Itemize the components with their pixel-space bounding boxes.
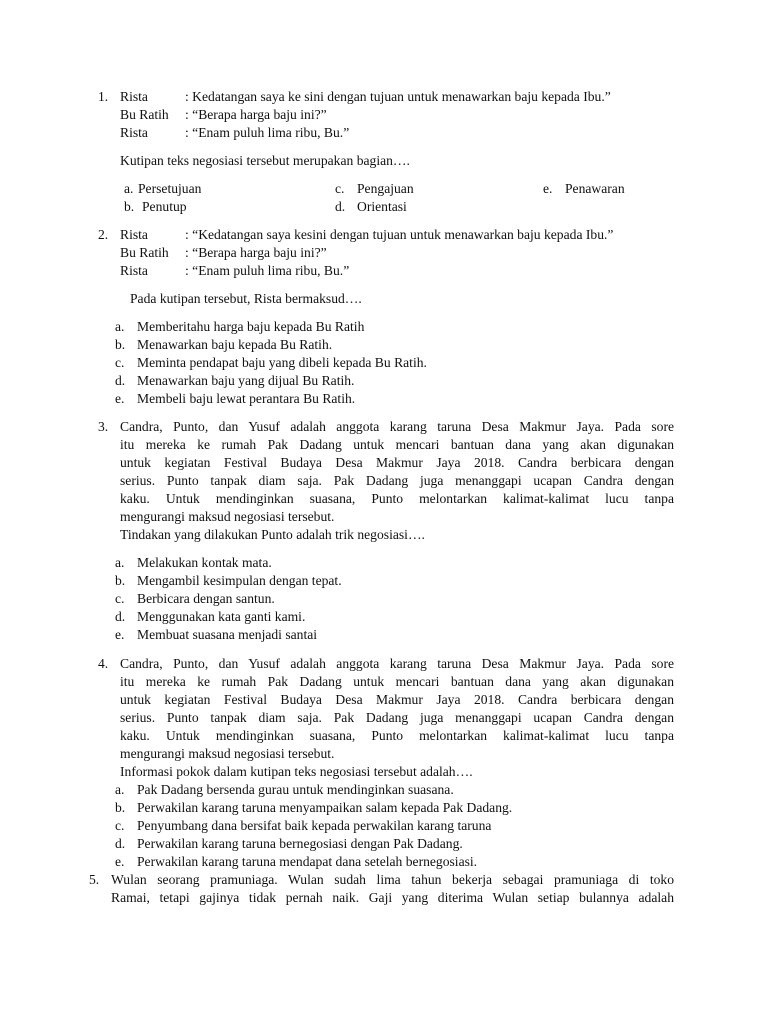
dialog-speaker: Rista [120,227,148,242]
passage [111,871,674,907]
passage-line: kaku. Untuk mendinginkan suasana, Punto melontarkan kalimat-kalimat lucu tanpa [120,491,674,506]
question-text: Informasi pokok dalam kutipan teks negosiasi tersebut adalah…. [120,764,473,779]
dialog-speaker: Rista [120,263,148,278]
dialog-line [120,244,327,262]
dialog-text: : Kedatangan saya ke sini dengan tujuan untuk menawarkan baju kepada Ibu.” [185,89,611,104]
dialog-line [120,124,350,142]
passage-line: mengurangi maksud negosiasi tersebut. [120,509,335,524]
dialog-text: : “Berapa harga baju ini?” [185,107,327,122]
document-page: 1. Rista : Kedatangan saya ke sini dengan tujuan untuk menawarkan baju kepada Ibu.” Bu Ratih : “Berapa harga baju ini?” Rista : “Enam puluh lima ribu, Bu.” Kutipan teks negosiasi tersebut merupakan bagian…. a. Persetujuan c. Pengajuan e. Penawaran b. Penutup d. Orientasi 2. Rista : “Kedatangan saya kesini dengan tujuan untuk menawarkan baju kepada Ibu.” Bu Ratih : “Berapa harga baju ini?” Rista : “Enam puluh lima ribu, Bu.” Pada kutipan tersebut, Rista bermaksud…. a. Memberitahu harga baju kepada Bu Ratih b. Menawarkan baju kepada Bu Ratih. c. Meminta pendapat baju yang dibeli kepada Bu Ratih. d. Menawarkan baju yang dijual Bu Ratih. e. Membeli baju lewat perantara Bu Ratih. 3. Candra, Punto, dan Yusuf adalah anggota karang taruna Desa Makmur Jaya. Pada sore itu mereka ke rumah Pak Dadang untuk mencari bantuan dana yang akan digunakan untuk kegiatan Festival Budaya Desa Makmur Jaya 2018. Candra berbicara dengan serius. Punto tanpak diam saja. Pak Dadang juga menanggapi ucapan Candra dengan kaku. Untuk mendinginkan suasana, Punto melontarkan kalimat-kalimat lucu tanpa mengurangi maksud negosiasi tersebut. Tindakan yang dilakukan Punto adalah trik negosiasi…. a. Melakukan kontak mata. b. Mengambil kesimpulan dengan tepat. c. Berbicara dengan santun. d. Menggunakan kata ganti kami. e. Membuat suasana menjadi santai 4. Candra, Punto, dan Yusuf adalah anggota karang taruna Desa Makmur Jaya. Pada sore itu mereka ke rumah Pak Dadang untuk mencari bantuan dana yang akan digunakan untuk kegiatan Festival Budaya Desa Makmur Jaya 2018. Candra berbicara dengan serius. Punto tanpak diam saja. Pak Dadang juga menanggapi ucapan Candra dengan kaku. Untuk mendinginkan suasana, Punto melontarkan kalimat-kalimat lucu tanpa mengurangi maksud negosiasi tersebut. Informasi pokok dalam kutipan teks negosiasi tersebut adalah…. a. Pak Dadang bersenda gurau untuk mendinginkan suasana. b. Perwakilan karang taruna menyampaikan salam kepada Pak Dadang. c. Penyumbang dana bersifat baik kepada perwakilan karang taruna d. Perwakilan karang taruna bernegosiasi dengan Pak Dadang. e. Perwakilan karang taruna mendapat dana setelah bernegosiasi. 5. Wulan seorang pramuniaga. Wulan sudah lima tahun bekerja sebagai pramuniaga di toko Ramai, tetapi gajinya tidak pernah naik. Gaji yang diterima Wulan setiap bulannya adalah [89,89,674,905]
question-text: Tindakan yang dilakukan Punto adalah trik negosiasi…. [120,527,425,542]
dialog-line [120,262,350,280]
passage-line: Wulan seorang pramuniaga. Wulan sudah lima tahun bekerja sebagai pramuniaga di toko [111,872,674,887]
dialog-text: : “Berapa harga baju ini?” [185,245,327,260]
passage-line: untuk kegiatan Festival Budaya Desa Makmur Jaya 2018. Candra berbicara dengan [120,455,674,470]
passage-line: Candra, Punto, dan Yusuf adalah anggota karang taruna Desa Makmur Jaya. Pada sore [120,419,674,434]
question-number: 3. [98,419,109,434]
dialog-text: : “Enam puluh lima ribu, Bu.” [185,125,350,140]
question-text: Pada kutipan tersebut, Rista bermaksud…. [130,291,362,306]
passage-line: itu mereka ke rumah Pak Dadang untuk mencari bantuan dana yang akan digunakan [120,674,674,689]
dialog-line [120,226,614,244]
dialog-speaker: Bu Ratih [120,245,169,260]
dialog-text: : “Kedatangan saya kesini dengan tujuan untuk menawarkan baju kepada Ibu.” [185,227,614,242]
question-number: 4. [98,656,109,671]
question-number: 5. [89,872,100,887]
passage [120,418,674,526]
passage [120,655,674,763]
question-number: 1. [98,89,109,104]
question-text: Kutipan teks negosiasi tersebut merupakan bagian…. [120,153,410,168]
passage-line: itu mereka ke rumah Pak Dadang untuk mencari bantuan dana yang akan digunakan [120,437,674,452]
dialog-text: : “Enam puluh lima ribu, Bu.” [185,263,350,278]
passage-line: serius. Punto tanpak diam saja. Pak Dadang juga menanggapi ucapan Candra dengan [120,710,674,725]
passage-line: Candra, Punto, dan Yusuf adalah anggota karang taruna Desa Makmur Jaya. Pada sore [120,656,674,671]
dialog-line [120,88,611,106]
dialog-speaker: Rista [120,125,148,140]
passage-line: mengurangi maksud negosiasi tersebut. [120,746,335,761]
passage-line: serius. Punto tanpak diam saja. Pak Dadang juga menanggapi ucapan Candra dengan [120,473,674,488]
passage-line: untuk kegiatan Festival Budaya Desa Makmur Jaya 2018. Candra berbicara dengan [120,692,674,707]
passage-line: kaku. Untuk mendinginkan suasana, Punto melontarkan kalimat-kalimat lucu tanpa [120,728,674,743]
question-number: 2. [98,227,109,242]
dialog-speaker: Rista [120,89,148,104]
dialog-speaker: Bu Ratih [120,107,169,122]
dialog-line [120,106,327,124]
passage-line: Ramai, tetapi gajinya tidak pernah naik. Gaji yang diterima Wulan setiap bulannya adalah [111,890,674,905]
